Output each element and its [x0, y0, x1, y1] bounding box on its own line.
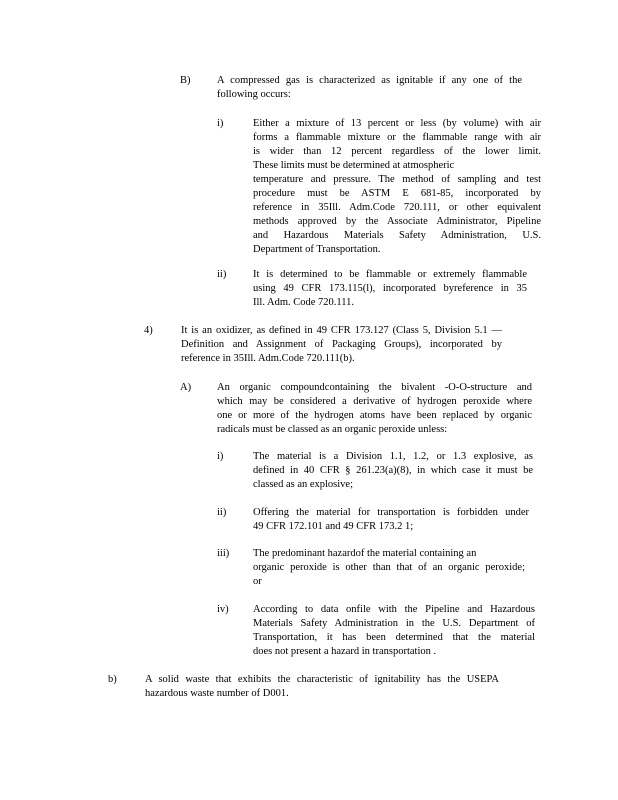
- paragraph-text: [145, 673, 499, 701]
- item-label: ii): [217, 269, 227, 280]
- text-line: forms a flammable mixture or the flammable range with air: [253, 132, 541, 143]
- item-label: A): [180, 382, 192, 393]
- text-line: or: [253, 576, 262, 587]
- paragraph-text: [253, 450, 533, 492]
- text-line: Either a mixture of 13 percent or less (by volume) with air: [253, 118, 541, 129]
- text-line: methods approved by the Associate Administrator, Pipeline: [253, 216, 541, 227]
- item-label: 4): [144, 325, 153, 336]
- text-line: one or more of the hydrogen atoms have been replaced by organic: [217, 410, 532, 421]
- paragraph-text: [253, 117, 541, 257]
- text-line: The predominant hazardof the material containing an: [253, 548, 477, 559]
- text-line: Materials Safety Administration in the U.S. Department of: [253, 618, 535, 629]
- paragraph-text: [253, 603, 535, 659]
- text-line: These limits must be determined at atmospheric: [253, 160, 455, 171]
- item-label: i): [217, 118, 224, 129]
- text-line: Transportation, it has been determined that the material: [253, 632, 535, 643]
- item-label: b): [108, 674, 117, 685]
- paragraph-text: [181, 324, 502, 366]
- text-line: Offering the material for transportation is forbidden under: [253, 507, 529, 518]
- paragraph-text: [253, 268, 527, 310]
- item-label: ii): [217, 507, 227, 518]
- item-label: B): [180, 75, 191, 86]
- paragraph-text: [253, 547, 525, 589]
- text-line: reference in 35Ill. Adm.Code 720.111, or other equivalent: [253, 202, 541, 213]
- text-line: It is an oxidizer, as defined in 49 CFR 173.127 (Class 5, Division 5.1 —: [181, 325, 502, 336]
- text-line: does not present a hazard in transportation .: [253, 646, 437, 657]
- text-line: following occurs:: [217, 89, 291, 100]
- text-line: reference in 35Ill. Adm.Code 720.111(b).: [181, 353, 355, 364]
- paragraph-text: [253, 506, 529, 534]
- text-line: defined in 40 CFR § 261.23(a)(8), in which case it must be: [253, 465, 533, 476]
- item-label: i): [217, 451, 224, 462]
- text-line: 49 CFR 172.101 and 49 CFR 173.2 1;: [253, 521, 414, 532]
- paragraph-text: [217, 74, 522, 102]
- text-line: An organic compoundcontaining the bivalent -O-O-structure and: [217, 382, 532, 393]
- text-line: Ill. Adm. Code 720.111.: [253, 297, 355, 308]
- item-label: iv): [217, 604, 229, 615]
- text-line: which may be considered a derivative of hydrogen peroxide where: [217, 396, 532, 407]
- text-line: Department of Transportation.: [253, 244, 381, 255]
- paragraph-text: [217, 381, 532, 437]
- text-line: is wider than 12 percent regardless of the lower limit.: [253, 146, 541, 157]
- text-line: A solid waste that exhibits the characteristic of ignitability has the USEPA: [145, 674, 499, 685]
- item-label: iii): [217, 548, 230, 559]
- text-line: using 49 CFR 173.115(l), incorporated byreference in 35: [253, 283, 527, 294]
- text-line: procedure must be ASTM E 681-85, incorporated by: [253, 188, 541, 199]
- text-line: The material is a Division 1.1, 1.2, or 1.3 explosive, as: [253, 451, 533, 462]
- text-line: radicals must be classed as an organic peroxide unless:: [217, 424, 448, 435]
- text-line: Definition and Assignment of Packaging Groups), incorporated by: [181, 339, 502, 350]
- text-line: It is determined to be flammable or extremely flammable: [253, 269, 527, 280]
- text-line: A compressed gas is characterized as ignitable if any one of the: [217, 75, 522, 86]
- text-line: and Hazardous Materials Safety Administration, U.S.: [253, 230, 541, 241]
- text-line: According to data onfile with the Pipeline and Hazardous: [253, 604, 535, 615]
- text-line: organic peroxide is other than that of an organic peroxide;: [253, 562, 525, 573]
- text-line: temperature and pressure. The method of sampling and test: [253, 174, 541, 185]
- text-line: classed as an explosive;: [253, 479, 354, 490]
- text-line: hazardous waste number of D001.: [145, 688, 289, 699]
